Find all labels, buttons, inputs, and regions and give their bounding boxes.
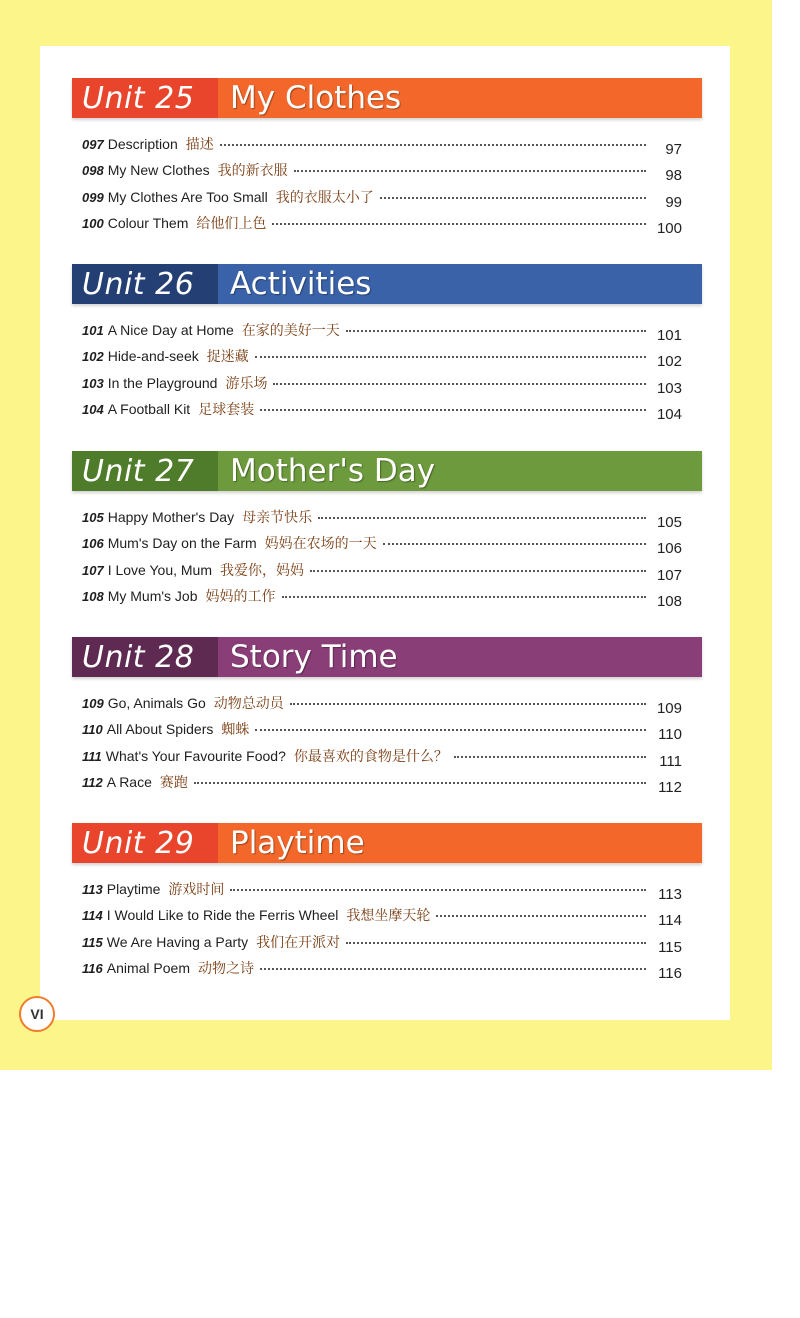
lesson-number: 111 (82, 748, 102, 764)
lesson-entry[interactable] (82, 879, 682, 905)
lesson-page-number: 109 (656, 700, 682, 717)
lesson-title-chinese: 游戏时间 (168, 881, 225, 897)
lesson-title-english: Playtime (106, 881, 161, 897)
lesson-title-chinese: 赛跑 (159, 773, 188, 790)
lesson-entry[interactable] (82, 693, 682, 719)
dot-leader (220, 144, 646, 146)
dot-leader (346, 942, 646, 944)
lesson-page-number: 116 (658, 964, 682, 982)
lesson-title-english: Happy Mother's Day (107, 509, 235, 525)
lesson-title-chinese: 我们在开派对 (256, 933, 341, 950)
lesson-title-chinese: 你最喜欢的食物是什么？ (293, 747, 448, 764)
lesson-title-english: I Would Like to Ride the Ferris Wheel (106, 907, 339, 924)
page-number-badge (19, 996, 55, 1032)
unit-number-label: Unit 25 (72, 78, 218, 118)
dot-leader (272, 223, 646, 225)
dot-leader (294, 170, 646, 172)
unit-title: Activities (230, 266, 372, 302)
dot-leader (255, 729, 646, 731)
lesson-page-number: 101 (656, 327, 682, 344)
lesson-title-english: All About Spiders (106, 721, 214, 738)
lesson-entry[interactable] (82, 533, 682, 559)
lesson-entry[interactable] (82, 586, 682, 612)
lesson-entry[interactable] (82, 373, 682, 399)
lesson-number: 106 (82, 536, 104, 552)
unit-title: Playtime (230, 825, 365, 861)
lesson-title-chinese: 足球套装 (198, 400, 255, 417)
lesson-page-number: 105 (656, 514, 682, 531)
unit-header-bar (72, 451, 702, 491)
lesson-number: 114 (82, 908, 103, 924)
lesson-list (82, 320, 682, 425)
lesson-entry[interactable] (82, 507, 682, 533)
dot-leader (194, 782, 646, 784)
lesson-title-english: My Mum's Job (107, 587, 198, 604)
lesson-page-number: 114 (658, 912, 682, 930)
unit-section (40, 78, 730, 239)
dot-leader (454, 756, 646, 758)
unit-number-label: Unit 26 (72, 264, 218, 304)
lesson-title-chinese: 我爱你，妈妈 (220, 561, 304, 578)
lesson-number: 116 (82, 960, 103, 976)
dot-leader (282, 596, 647, 598)
unit-number-label: Unit 29 (72, 823, 218, 863)
dot-leader (255, 356, 646, 358)
lesson-title-english: Colour Them (107, 214, 189, 231)
unit-section (40, 637, 730, 798)
lesson-number: 112 (82, 774, 103, 790)
dot-leader (273, 383, 646, 385)
dot-leader (383, 543, 646, 545)
lesson-entry[interactable] (82, 346, 682, 372)
lesson-list (82, 134, 682, 239)
lesson-page-number: 100 (656, 219, 682, 237)
lesson-title-chinese: 动物之诗 (198, 959, 254, 976)
lesson-page-number: 103 (656, 379, 682, 397)
lesson-title-chinese: 我的新衣服 (217, 162, 288, 179)
lesson-title-english: A Race (106, 773, 152, 790)
lesson-page-number: 106 (656, 540, 682, 558)
lesson-title-english: Mum's Day on the Farm (107, 535, 257, 552)
lesson-page-number: 113 (658, 886, 682, 903)
lesson-entry[interactable] (82, 187, 682, 213)
lesson-title-english: Description (107, 136, 178, 152)
lesson-entry[interactable] (82, 746, 682, 772)
lesson-page-number: 115 (658, 938, 682, 956)
unit-number-label: Unit 28 (72, 637, 218, 677)
lesson-entry[interactable] (82, 958, 682, 984)
lesson-number: 101 (82, 323, 104, 338)
dot-leader (318, 517, 646, 519)
lesson-list (82, 507, 682, 612)
lesson-list (82, 693, 682, 798)
lesson-page-number: 111 (659, 752, 682, 770)
lesson-title-chinese: 捉迷藏 (206, 348, 249, 365)
lesson-number: 108 (82, 588, 104, 604)
lesson-page-number: 107 (656, 566, 682, 584)
contents-page (40, 46, 730, 1020)
lesson-page-number: 112 (658, 778, 682, 796)
lesson-page-number: 97 (665, 141, 682, 158)
lesson-entry[interactable] (82, 772, 682, 798)
dot-leader (346, 330, 646, 332)
lesson-title-chinese: 妈妈在农场的一天 (264, 535, 377, 552)
lesson-title-english: Animal Poem (106, 959, 190, 976)
lesson-title-chinese: 妈妈的工作 (205, 587, 276, 604)
unit-section (40, 823, 730, 984)
lesson-number: 104 (82, 401, 104, 417)
lesson-number: 103 (82, 375, 104, 391)
unit-number-label: Unit 27 (72, 451, 218, 491)
lesson-title-english: Go, Animals Go (107, 695, 206, 711)
lesson-page-number: 104 (656, 405, 682, 423)
lesson-page-number: 108 (656, 592, 682, 610)
lesson-entry[interactable] (82, 932, 682, 958)
unit-title: My Clothes (230, 80, 402, 116)
lesson-entry[interactable] (82, 905, 682, 931)
lesson-title-chinese: 我想坐摩天轮 (346, 907, 431, 924)
lesson-title-english: What's Your Favourite Food? (105, 747, 286, 764)
unit-title: Mother's Day (230, 453, 436, 489)
lesson-number: 115 (82, 934, 103, 950)
lesson-entry[interactable] (82, 560, 682, 586)
lesson-entry[interactable] (82, 160, 682, 186)
unit-header-bar (72, 78, 702, 118)
lesson-title-chinese: 游乐场 (225, 374, 268, 391)
lesson-title-english: In the Playground (107, 374, 218, 391)
dot-leader (230, 889, 646, 891)
lesson-title-chinese: 在家的美好一天 (241, 322, 340, 338)
dot-leader (260, 409, 646, 411)
lesson-title-english: Hide-and-seek (107, 348, 199, 365)
unit-section (40, 264, 730, 425)
lesson-entry[interactable] (82, 399, 682, 425)
unit-header-bar (72, 823, 702, 863)
dot-leader (310, 570, 646, 572)
lesson-number: 099 (82, 189, 104, 205)
lesson-title-english: I Love You, Mum (107, 561, 212, 578)
lesson-number: 100 (82, 215, 104, 231)
dot-leader (436, 915, 646, 917)
lesson-title-english: My Clothes Are Too Small (107, 188, 268, 205)
page-number: VI (30, 1006, 44, 1022)
lesson-title-chinese: 母亲节快乐 (242, 509, 313, 525)
lesson-number: 102 (82, 349, 104, 365)
lesson-number: 109 (82, 696, 104, 711)
lesson-number: 113 (82, 882, 103, 897)
unit-header-bar (72, 637, 702, 677)
unit-section (40, 451, 730, 612)
lesson-title-english: We Are Having a Party (106, 933, 249, 950)
lesson-entry[interactable] (82, 134, 682, 160)
lesson-page-number: 99 (665, 193, 682, 211)
dot-leader (290, 703, 646, 705)
unit-title: Story Time (230, 639, 398, 675)
dot-leader (260, 968, 646, 970)
lesson-number: 097 (82, 137, 104, 152)
lesson-title-chinese: 我的衣服太小了 (275, 188, 374, 205)
lesson-number: 107 (82, 562, 104, 578)
lesson-number: 098 (82, 163, 104, 179)
lesson-number: 105 (82, 510, 104, 525)
lesson-page-number: 102 (656, 353, 682, 371)
lesson-list (82, 879, 682, 984)
lesson-entry[interactable] (82, 719, 682, 745)
lesson-page-number: 98 (665, 167, 682, 185)
lesson-page-number: 110 (658, 726, 682, 744)
lesson-entry[interactable] (82, 320, 682, 346)
lesson-title-chinese: 动物总动员 (213, 695, 284, 711)
lesson-number: 110 (82, 722, 103, 738)
lesson-entry[interactable] (82, 213, 682, 239)
lesson-title-english: My New Clothes (107, 162, 210, 179)
lesson-title-english: A Football Kit (107, 400, 191, 417)
lesson-title-chinese: 描述 (185, 136, 214, 152)
lesson-title-english: A Nice Day at Home (107, 322, 234, 338)
lesson-title-chinese: 给他们上色 (196, 214, 267, 231)
unit-header-bar (72, 264, 702, 304)
lesson-title-chinese: 蜘蛛 (221, 721, 250, 738)
dot-leader (380, 197, 646, 199)
